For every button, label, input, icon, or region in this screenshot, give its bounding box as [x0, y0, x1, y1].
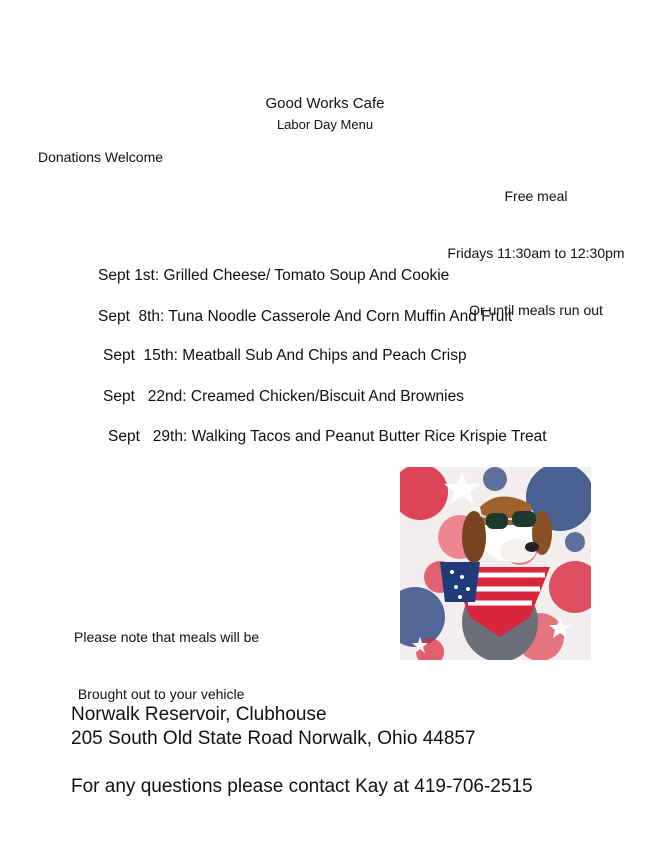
location-name: Norwalk Reservoir, Clubhouse — [71, 704, 327, 725]
location-address: 205 South Old State Road Norwalk, Ohio 44857 — [71, 728, 476, 749]
menu-item: Sept 8th: Tuna Noodle Casserole And Corn Muffin And Fruit — [98, 308, 513, 325]
contact-info: For any questions please contact Kay at 419-706-2515 — [71, 776, 533, 797]
menu-item: Sept 22nd: Creamed Chicken/Biscuit And Brownies — [103, 388, 464, 405]
page-title: Good Works Cafe — [265, 95, 385, 112]
meal-info-line: Free meal — [504, 188, 568, 204]
donations-note: Donations Welcome — [38, 149, 164, 165]
menu-item: Sept 15th: Meatball Sub And Chips and Peach Crisp — [103, 347, 467, 364]
vehicle-note-line: Please note that meals will be — [74, 629, 260, 645]
meal-info-line: Fridays 11:30am to 12:30pm — [447, 245, 625, 261]
page-subtitle: Labor Day Menu — [276, 117, 374, 132]
menu-item: Sept 1st: Grilled Cheese/ Tomato Soup And Cookie — [98, 267, 450, 284]
vehicle-note-line: Brought out to your vehicle — [74, 686, 245, 702]
menu-item: Sept 29th: Walking Tacos and Peanut Butter Rice Krispie Treat — [108, 428, 547, 445]
beagle-flag-illustration — [400, 467, 591, 660]
meal-info-line: Or until meals run out — [469, 302, 603, 318]
